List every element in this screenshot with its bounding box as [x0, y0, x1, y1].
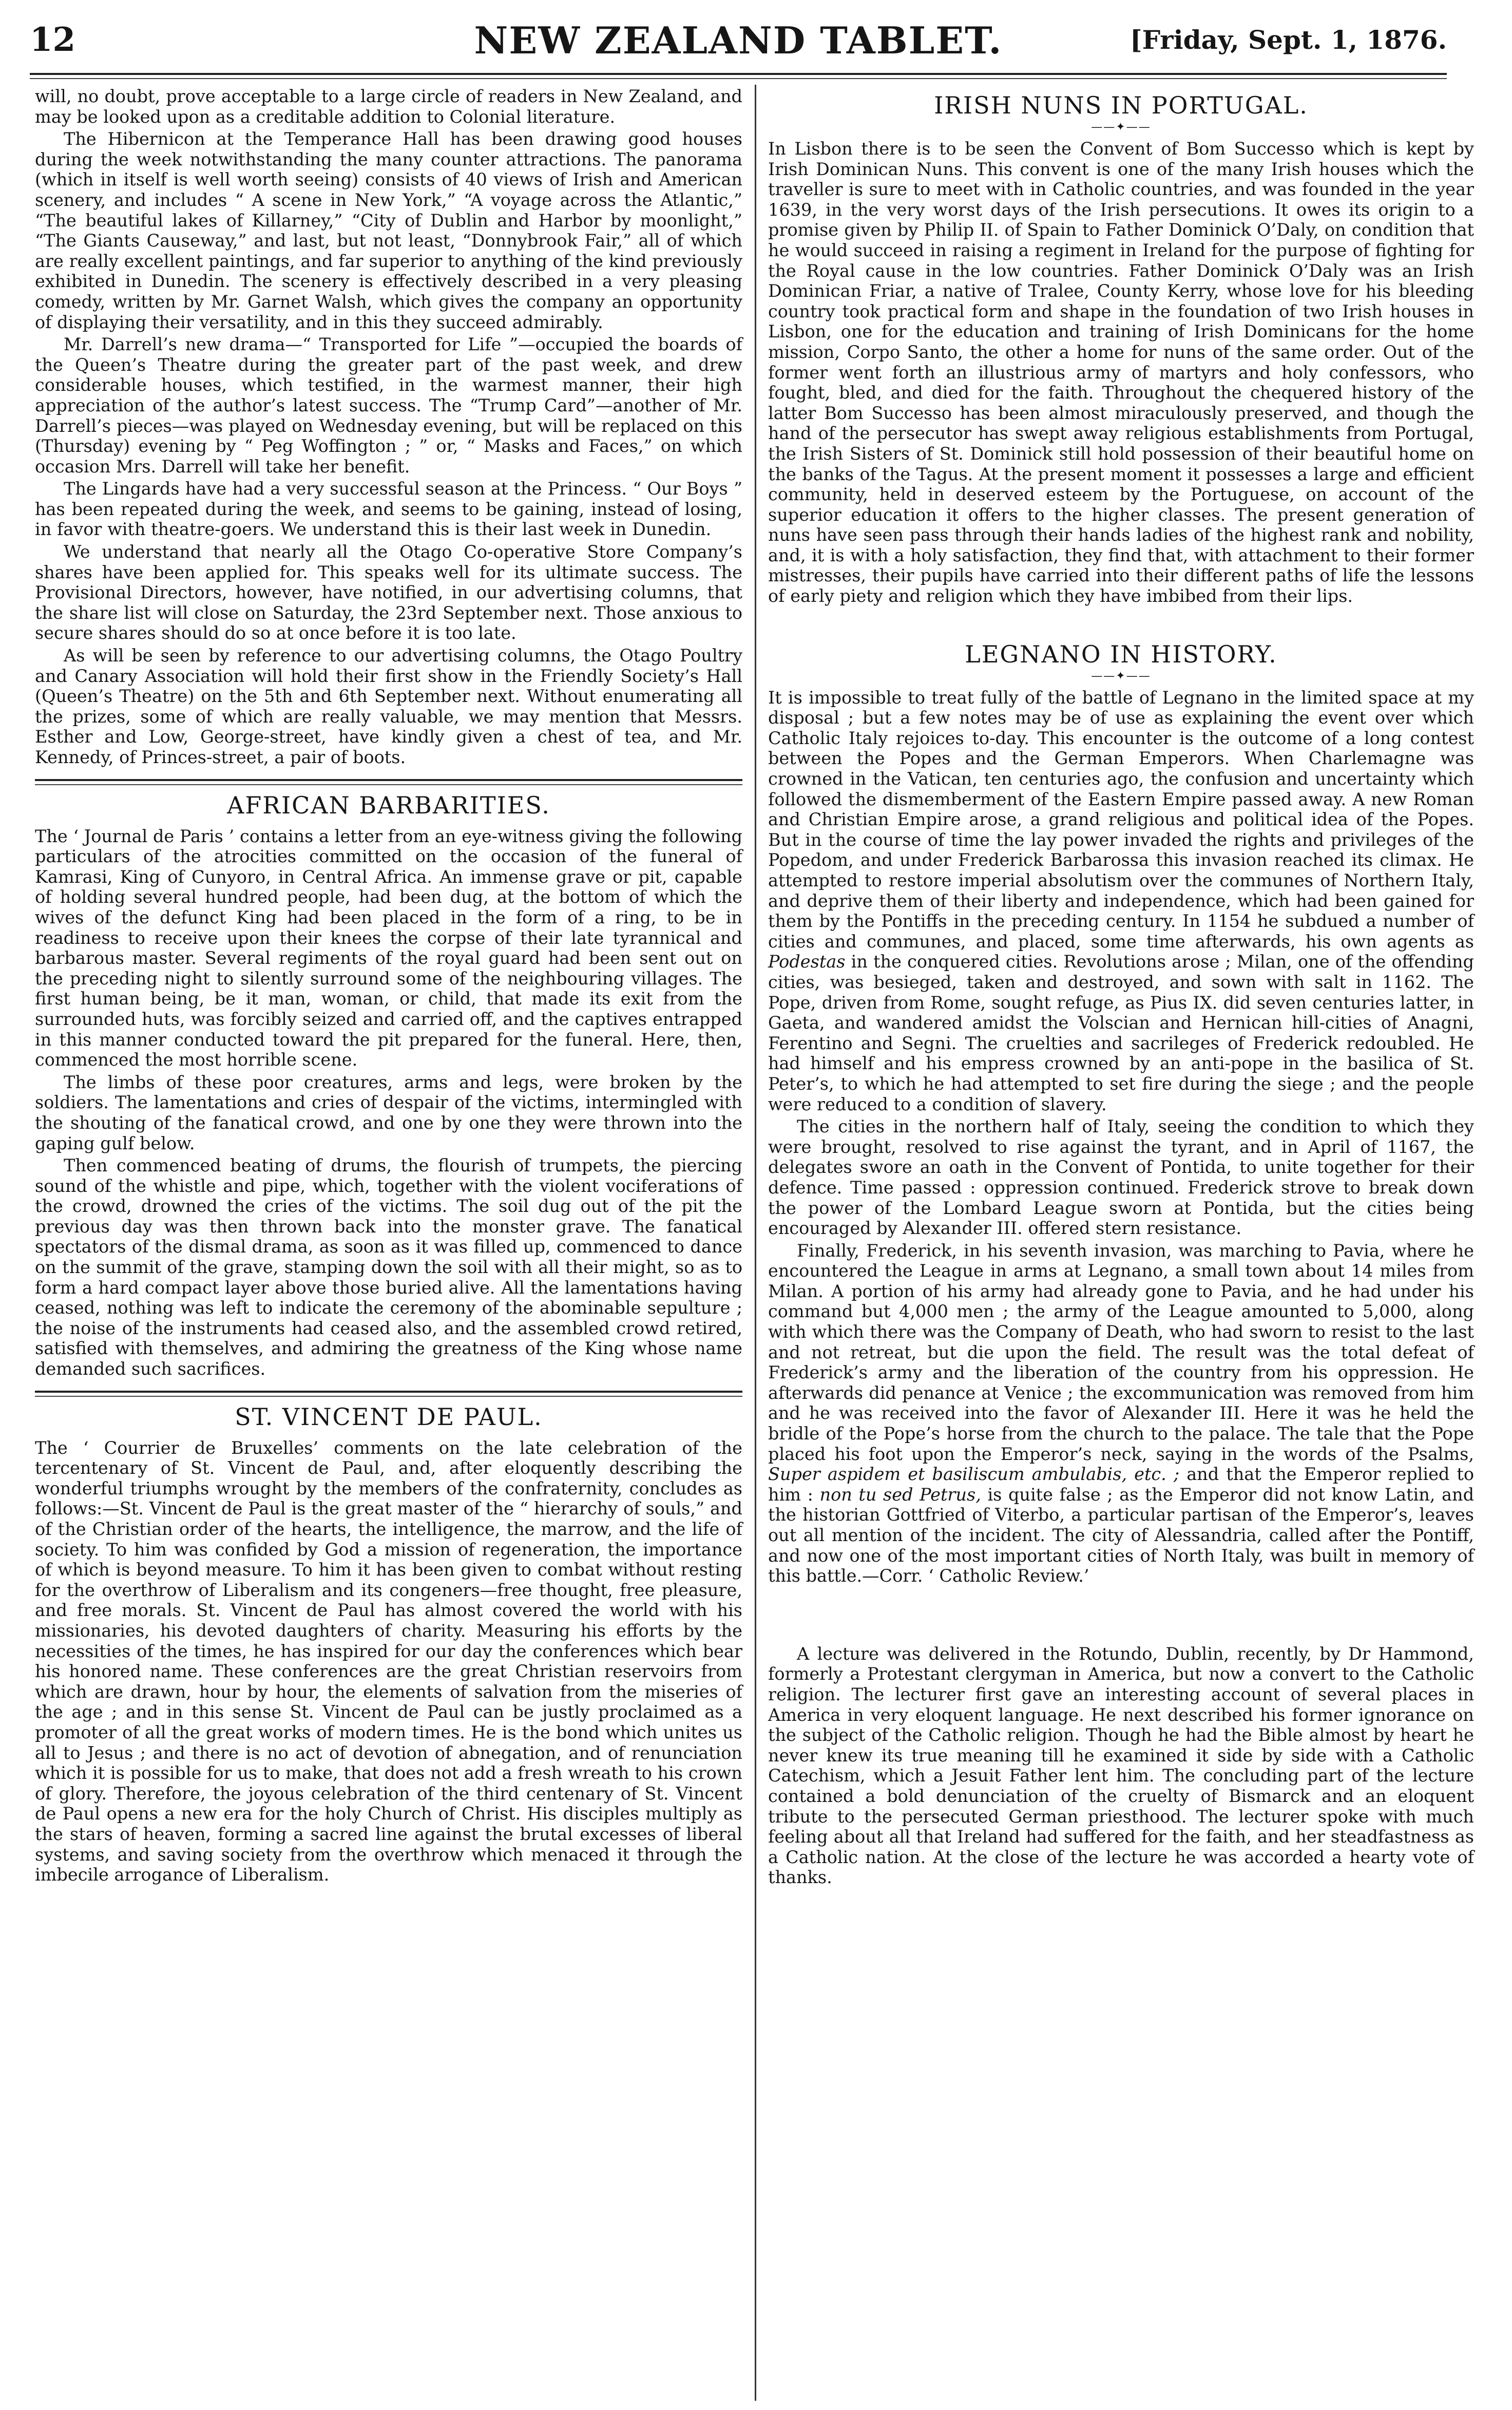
section-rule [35, 779, 742, 785]
article-heading-irish-nuns: IRISH NUNS IN PORTUGAL. [934, 91, 1308, 119]
article-heading-st-vincent-de-paul: ST. VINCENT DE PAUL. [235, 1402, 543, 1431]
article-paragraph: The limbs of these poor creatures, arms and legs, were broken by the soldiers. The lamentations and cries of despair of the victims, intermingled with the shouting of the fanatical crowd, and one by one they were thrown into the gaping gulf below. [35, 1072, 742, 1153]
article-paragraph: In Lisbon there is to be seen the Convent of Bom Successo which is kept by Irish Dominican Nuns. This convent is one of the many Irish houses which the traveller is sure to meet with in Catholic countries, and was founded in the year 1639, in the very worst days of the Irish persecutions. It owes its origin to a promise given by Philip II. of Spain to Father Dominick O’Daly, on condition that he would succeed in raising a regiment in Ireland for the purpose of fighting for the Royal cause in the low countries. Father Dominick O’Daly was an Irish Dominican Friar, a native of Tralee, County Kerry, whose love for his bleeding country took practical form and shape in the foundation of two Irish houses in Lisbon, one for the education and training of Irish Dominicans for the home mission, Corpo Santo, the other a home for nuns of the same order. Out of the former went forth an illustrious army of martyrs and holy confessors, who fought, bled, and died for the faith. Throughout the chequered history of the latter Bom Successo has been almost miraculously preserved, and though the hand of the persecutor has swept away religious establishments from Portugal, the Irish Sisters of St. Dominick still hold possession of their beautiful home on the banks of the Tagus. At the present moment it possesses a large and efficient community, held in deserved esteem by the Portuguese, on account of the superior education it offers to the higher classes. The present generation of nuns have seen pass through their hands ladies of the highest rank and nobility, and, it is with a holy satisfaction, they find that, with attachment to their former mistresses, their pupils have carried into their different paths of life the lessons of early piety and religion which they have imbibed from their lips. [768, 139, 1474, 606]
article-paragraph: The cities in the northern half of Italy, seeing the condition to which they were brought, resolved to rise against the tyrant, and in April of 1167, the delegates swore an oath in the Convent of Pontida, to unite together for their defence. Time passed : oppression continued. Frederick strove to break down the power of the Lombard League sworn at Pontida, but the cities being encouraged by Alexander III. offered stern resistance. [768, 1116, 1474, 1239]
article-heading-african-barbarities: AFRICAN BARBARITIES. [227, 791, 550, 819]
masthead-rule-thin [30, 78, 1447, 79]
notes-paragraph: will, no doubt, prove acceptable to a large circle of readers in New Zealand, and may be looked upon as a creditable addition to Colonial literature. [35, 86, 742, 127]
article-heading-legnano: LEGNANO IN HISTORY. [965, 640, 1277, 668]
masthead [30, 11, 1447, 73]
issue-date: [Friday, Sept. 1, 1876. [1130, 25, 1447, 55]
notes-paragraph: Mr. Darrell’s new drama—“ Transported for Life ”—occupied the boards of the Queen’s Theatre during the greater part of the past week, and drew considerable houses, which testified, in the warmest manner, their high appreciation of the author’s latest success. The “Trump Card”—another of Mr. Darrell’s pieces—was played on Wednesday evening, but will be replaced on this (Thursday) evening by “ Peg Woffington ; ” or, “ Masks and Faces,” on which occasion Mrs. Darrell will take her benefit. [35, 334, 742, 477]
right-column [768, 86, 1474, 1890]
article-paragraph: The ‘ Courrier de Bruxelles’ comments on the late celebration of the tercentenary of St. Vincent de Paul, and, after eloquently describing the wonderful triumphs wrought by the members of the confraternity, concludes as follows:—St. Vincent de Paul is the great master of the “ hierarchy of souls,” and of the Christian order of the hearts, the intelligence, the marrow, and the life of society. To him was confided by God a mission of regeneration, the importance of which is beyond measure. To him it has been given to combat without resting for the overthrow of Liberalism and its congeners—free thought, free pleasure, and free morals. St. Vincent de Paul has almost covered the world with his missionaries, his devoted daughters of charity. Measuring his efforts by the necessities of the times, he has inspired for our day the conferences which bear his honored name. These conferences are the great Christian reservoirs from which are drawn, hour by hour, the elements of salvation from the miseries of the age ; and in this sense St. Vincent de Paul can be justly proclaimed as a promoter of all the great works of modern times. He is the bond which unites us all to Jesus ; and there is no act of devotion of abnegation, and of renunciation which it is possible for us to make, that does not add a fresh wreath to his crown of glory. Therefore, the joyous celebration of the third centenary of St. Vincent de Paul opens a new era for the holy Church of Christ. His disciples multiply as the stars of heaven, forming a sacred line against the brutal excesses of liberal systems, and saving society from the overthrow which menaced it through the imbecile arrogance of Liberalism. [35, 1437, 742, 1885]
newspaper-title: NEW ZEALAND TABLET. [474, 18, 1003, 62]
notes-paragraph: As will be seen by reference to our advertising columns, the Otago Poultry and Canary Association will hold their first show in the Friendly Society’s Hall (Queen’s Theatre) on the 5th and 6th September next. Without enumerating all the prizes, some of which are really valuable, we may mention that Messrs. Esther and Low, George-street, have kindly given a chest of tea, and Mr. Kennedy, of Princes-street, a pair of boots. [35, 646, 742, 767]
notes-paragraph: We understand that nearly all the Otago Co-operative Store Company’s shares have been applied for. This speaks well for its ultimate success. The Provisional Directors, however, have notified, in our advertising columns, that the share list will close on Saturday, the 23rd September next. Those anxious to secure shares should do so at once before it is too late. [35, 542, 742, 643]
article-paragraph: Then commenced beating of drums, the flourish of trumpets, the piercing sound of the whistle and pipe, which, together with the violent vociferations of the crowd, drowned the cries of the victims. The soil dug out of the pit the previous day was then thrown back into the monster grave. The fanatical spectators of the dismal drama, as soon as it was filled up, commenced to dance on the summit of the grave, stamping down the soil with all their might, so as to form a hard compact layer above those buried alive. All the lamentations having ceased, nothing was left to indicate the ceremony of the abominable sepulture ; the noise of the instruments had ceased also, and the assembled crowd retired, satisfied with themselves, and admiring the greatness of the King whose name demanded such sacrifices. [35, 1155, 742, 1379]
article-paragraph: The ‘ Journal de Paris ’ contains a letter from an eye-witness giving the following particulars of the atrocities committed on the occasion of the funeral of Kamrasi, King of Cunyoro, in Central Africa. An immense grave or pit, capable of holding several hundred people, had been dug, at the bottom of which the wives of the defunct King had been placed in the form of a ring, to be in readiness to receive upon their knees the corpse of their late tyrannical and barbarous master. Several regiments of the royal guard had been sent out on the preceding night to silently surround some of the neighbouring villages. The first human being, be it man, woman, or child, that made its exit from the surrounded huts, was forcibly seized and carried off, and the captives entrapped in this manner conducted toward the pit prepared for the funeral. Here, then, commenced the most horrible scene. [35, 826, 742, 1070]
heading-ornament: ——✦—— [1091, 121, 1151, 134]
column-divider [755, 85, 756, 2401]
article-paragraph: Finally, Frederick, in his seventh invasion, was marching to Pavia, where he encountered the League in arms at Legnano, a small town about 14 miles from Milan. A portion of his army had already gone to Pavia, and he had under his command but 4,000 men ; the army of the League amounted to 5,000, along with which there was the Company of Death, who had sworn to resist to the last and not retreat, but die upon the field. The result was the total defeat of Frederick’s army and the liberation of the country from his oppression. He afterwards did penance at Venice ; the excommunication was removed from him and he was received into the favor of Alexander III. Here it was he held the bridle of the Pope’s horse from the church to the palace. The tale that the Pope placed his foot upon the Emperor’s neck, saying in the words of the Psalms, Super aspidem et basiliscum ambulabis, etc. ; and that the Emperor replied to him : non tu sed Petrus, is quite false ; as the Emperor did not know Latin, and the historian Gottfried of Viterbo, a particular partisan of the Emperor’s, leaves out all mention of the incident. The city of Alessandria, called after the Pontiff, and now one of the most important cities of North Italy, was built in memory of this battle.—Corr. ‘ Catholic Review.’ [768, 1240, 1475, 1586]
notes-paragraph: The Lingards have had a very successful season at the Princess. “ Our Boys ” has been repeated during the week, and seems to be gaining, instead of losing, in favor with theatre-goers. We understand this is their last week in Dunedin. [35, 479, 742, 540]
section-rule [35, 1391, 742, 1397]
masthead-rule [30, 73, 1447, 75]
heading-ornament: ——✦—— [1091, 669, 1151, 682]
page-number: 12 [30, 21, 76, 59]
article-paragraph: It is impossible to treat fully of the battle of Legnano in the limited space at my disposal ; but a few notes may be of use as explaining the event over which Catholic Italy rejoices to-day. This encounter is the outcome of a long contest between the Popes and the German Emperors. When Charlemagne was crowned in the Vatican, ten centuries ago, the confusion and uncertainty which followed the dismemberment of the Eastern Empire passed away. A new Roman and Christian Empire arose, a grand religious and political idea of the Popes. But in the course of time the lay power invaded the rights and privileges of the Popedom, and under Frederick Barbarossa this invasion reached its climax. He attempted to restore imperial absolutism over the communes of Northern Italy, and deprive them of their liberty and independence, which had been gained for them by the Pontiffs in the preceding century. In 1154 he subdued a number of cities and communes, and placed, some time afterwards, his own agents as Podestas in the conquered cities. Revolutions arose ; Milan, one of the offending cities, was besieged, taken and destroyed, and sown with salt in 1162. The Pope, driven from Rome, sought refuge, as Pius IX. did seven centuries latter, in Gaeta, and wandered amidst the Volscian and Hernican hill-cities of Anagni, Ferentino and Segni. The cruelties and sacrileges of Frederick redoubled. He had himself and his empress crowned by an anti-pope in the basilica of St. Peter’s, to which he had attempted to set fire during the siege ; and the people were reduced to a condition of slavery. [768, 687, 1475, 1114]
article-paragraph: A lecture was delivered in the Rotundo, Dublin, recently, by Dr Hammond, formerly a Protestant clergyman in America, but now a convert to the Catholic religion. The lecturer first gave an interesting account of several places in America in very eloquent language. He next described his former ignorance on the subject of the Catholic religion. Though he had the Bible almost by heart he never knew its true meaning till he examined it side by side with a Catholic Catechism, which a Jesuit Father lent him. The concluding part of the lecture contained a bold denunciation of the cruelty of Bismarck and an eloquent tribute to the persecuted German priesthood. The lecturer spoke with much feeling about all that Ireland had suffered for the faith, and her steadfastness as a Catholic nation. At the close of the lecture he was accorded a hearty vote of thanks. [768, 1643, 1474, 1888]
notes-paragraph: The Hibernicon at the Temperance Hall has been drawing good houses during the week notwithstanding the many counter attractions. The panorama (which in itself is well worth seeing) consists of 40 views of Irish and American scenery, and includes “ A scene in New York,” “A voyage across the Atlantic,” “The beautiful lakes of Killarney,” “City of Dublin and Harbor by moonlight,” “The Giants Causeway,” and last, but not least, “Donnybrook Fair,” all of which are really excellent paintings, and far superior to anything of the kind previously exhibited in Dunedin. The scenery is effectively described in a very pleasing comedy, written by Mr. Garnet Walsh, which gives the company an opportunity of displaying their versatility, and in this they succeed admirably. [35, 129, 742, 332]
left-column [35, 86, 742, 1887]
